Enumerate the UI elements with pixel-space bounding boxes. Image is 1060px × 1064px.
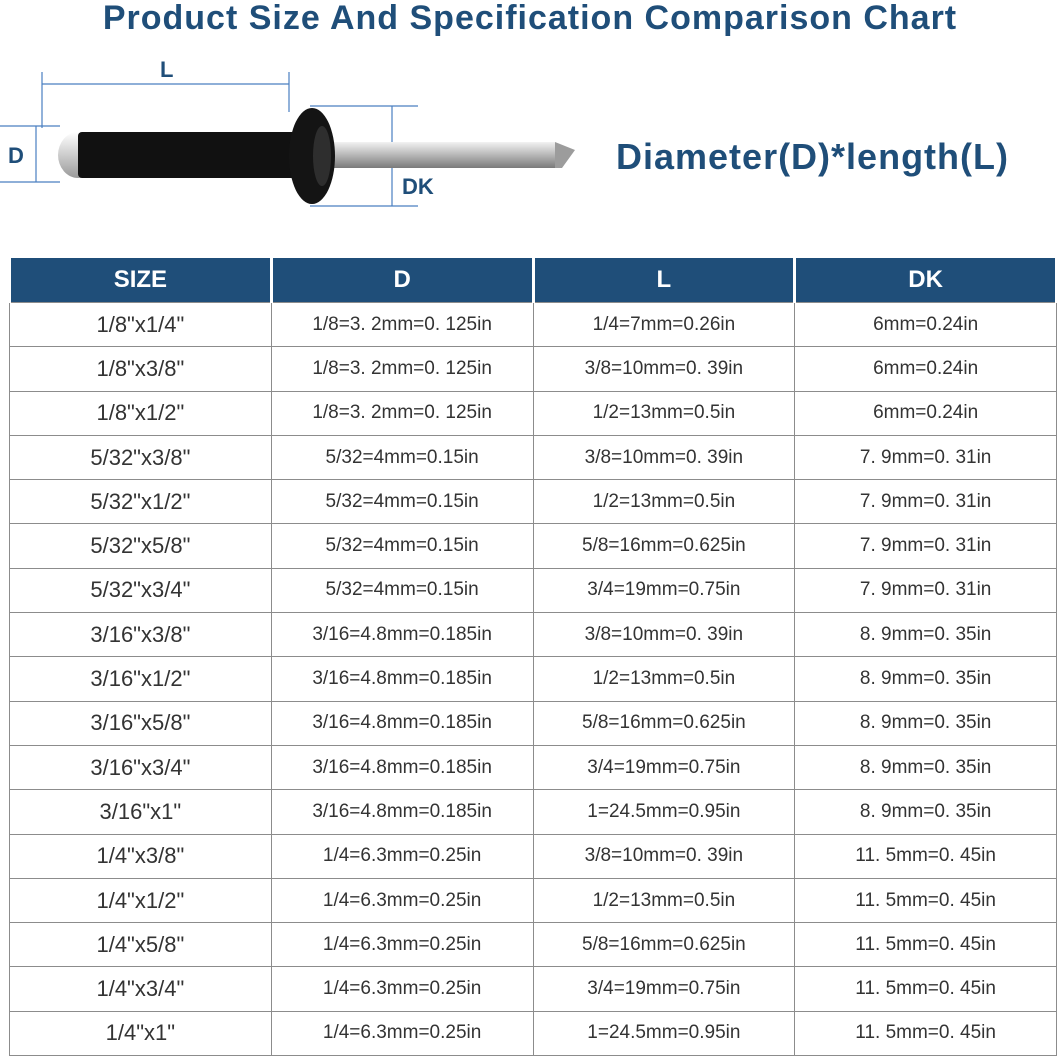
cell-l: 5/8=16mm=0.625in [533, 701, 795, 745]
dimension-label-l: L [160, 57, 174, 82]
cell-dk: 8. 9mm=0. 35in [795, 745, 1057, 789]
cell-size: 5/32"x5/8" [10, 524, 272, 568]
dimension-label-dk: DK [402, 174, 434, 199]
column-header-dk: DK [795, 258, 1057, 303]
cell-d: 5/32=4mm=0.15in [271, 480, 533, 524]
cell-d: 1/8=3. 2mm=0. 125in [271, 391, 533, 435]
table-header-row [10, 258, 1057, 303]
cell-dk: 8. 9mm=0. 35in [795, 790, 1057, 834]
column-header-l: L [533, 258, 795, 303]
cell-l: 3/8=10mm=0. 39in [533, 613, 795, 657]
cell-l: 3/8=10mm=0. 39in [533, 435, 795, 479]
cell-size: 3/16"x5/8" [10, 701, 272, 745]
column-header-d: D [271, 258, 533, 303]
cell-size: 1/8"x3/8" [10, 347, 272, 391]
cell-l: 3/4=19mm=0.75in [533, 568, 795, 612]
cell-size: 1/4"x5/8" [10, 923, 272, 967]
rivet-diagram [0, 56, 600, 216]
cell-d: 1/4=6.3mm=0.25in [271, 1011, 533, 1055]
cell-dk: 7. 9mm=0. 31in [795, 480, 1057, 524]
cell-l: 1/2=13mm=0.5in [533, 480, 795, 524]
size-formula: Diameter(D)*length(L) [616, 136, 1010, 177]
cell-d: 3/16=4.8mm=0.185in [271, 745, 533, 789]
cell-l: 3/8=10mm=0. 39in [533, 347, 795, 391]
table-row [10, 657, 1057, 701]
cell-size: 1/8"x1/2" [10, 391, 272, 435]
dimension-label-d: D [8, 143, 24, 168]
cell-dk: 7. 9mm=0. 31in [795, 435, 1057, 479]
cell-d: 3/16=4.8mm=0.185in [271, 701, 533, 745]
cell-d: 1/4=6.3mm=0.25in [271, 834, 533, 878]
column-header-size: SIZE [10, 258, 272, 303]
table-row [10, 480, 1057, 524]
table-row [10, 967, 1057, 1011]
table-row [10, 568, 1057, 612]
table-row [10, 524, 1057, 568]
cell-dk: 8. 9mm=0. 35in [795, 657, 1057, 701]
table-row [10, 923, 1057, 967]
spec-table [8, 258, 1058, 1056]
cell-dk: 11. 5mm=0. 45in [795, 834, 1057, 878]
cell-dk: 7. 9mm=0. 31in [795, 524, 1057, 568]
cell-d: 5/32=4mm=0.15in [271, 568, 533, 612]
table-row [10, 435, 1057, 479]
cell-d: 1/4=6.3mm=0.25in [271, 878, 533, 922]
cell-size: 3/16"x1/2" [10, 657, 272, 701]
cell-size: 3/16"x1" [10, 790, 272, 834]
cell-l: 5/8=16mm=0.625in [533, 524, 795, 568]
cell-dk: 11. 5mm=0. 45in [795, 1011, 1057, 1055]
table-row [10, 391, 1057, 435]
cell-size: 1/4"x3/8" [10, 834, 272, 878]
cell-d: 1/8=3. 2mm=0. 125in [271, 347, 533, 391]
cell-l: 1/2=13mm=0.5in [533, 878, 795, 922]
cell-dk: 11. 5mm=0. 45in [795, 967, 1057, 1011]
cell-d: 1/8=3. 2mm=0. 125in [271, 303, 533, 347]
table-row [10, 613, 1057, 657]
cell-l: 1/2=13mm=0.5in [533, 657, 795, 701]
rivet-body [78, 132, 296, 178]
cell-size: 1/8"x1/4" [10, 303, 272, 347]
cell-l: 3/4=19mm=0.75in [533, 745, 795, 789]
cell-dk: 6mm=0.24in [795, 303, 1057, 347]
table-row [10, 347, 1057, 391]
cell-l: 3/8=10mm=0. 39in [533, 834, 795, 878]
rivet-head-rim [313, 126, 331, 186]
table-row [10, 834, 1057, 878]
cell-d: 1/4=6.3mm=0.25in [271, 923, 533, 967]
cell-size: 5/32"x3/8" [10, 435, 272, 479]
table-row [10, 790, 1057, 834]
table-row [10, 878, 1057, 922]
cell-dk: 6mm=0.24in [795, 391, 1057, 435]
cell-d: 3/16=4.8mm=0.185in [271, 613, 533, 657]
cell-d: 3/16=4.8mm=0.185in [271, 657, 533, 701]
cell-size: 1/4"x1/2" [10, 878, 272, 922]
cell-size: 5/32"x1/2" [10, 480, 272, 524]
cell-l: 3/4=19mm=0.75in [533, 967, 795, 1011]
page-title: Product Size And Specification Comparison Chart [102, 0, 958, 37]
cell-dk: 6mm=0.24in [795, 347, 1057, 391]
cell-dk: 7. 9mm=0. 31in [795, 568, 1057, 612]
cell-size: 3/16"x3/8" [10, 613, 272, 657]
cell-d: 5/32=4mm=0.15in [271, 435, 533, 479]
cell-l: 1/4=7mm=0.26in [533, 303, 795, 347]
cell-d: 1/4=6.3mm=0.25in [271, 967, 533, 1011]
cell-size: 3/16"x3/4" [10, 745, 272, 789]
cell-l: 1/2=13mm=0.5in [533, 391, 795, 435]
table-body [10, 303, 1057, 1056]
cell-size: 5/32"x3/4" [10, 568, 272, 612]
cell-d: 5/32=4mm=0.15in [271, 524, 533, 568]
table-row [10, 701, 1057, 745]
table-row [10, 1011, 1057, 1055]
cell-dk: 11. 5mm=0. 45in [795, 923, 1057, 967]
cell-l: 5/8=16mm=0.625in [533, 923, 795, 967]
cell-l: 1=24.5mm=0.95in [533, 1011, 795, 1055]
cell-dk: 8. 9mm=0. 35in [795, 701, 1057, 745]
cell-dk: 8. 9mm=0. 35in [795, 613, 1057, 657]
cell-size: 1/4"x3/4" [10, 967, 272, 1011]
table-row [10, 303, 1057, 347]
rivet-mandrel [300, 142, 575, 168]
table-row [10, 745, 1057, 789]
cell-dk: 11. 5mm=0. 45in [795, 878, 1057, 922]
cell-size: 1/4"x1" [10, 1011, 272, 1055]
cell-l: 1=24.5mm=0.95in [533, 790, 795, 834]
cell-d: 3/16=4.8mm=0.185in [271, 790, 533, 834]
